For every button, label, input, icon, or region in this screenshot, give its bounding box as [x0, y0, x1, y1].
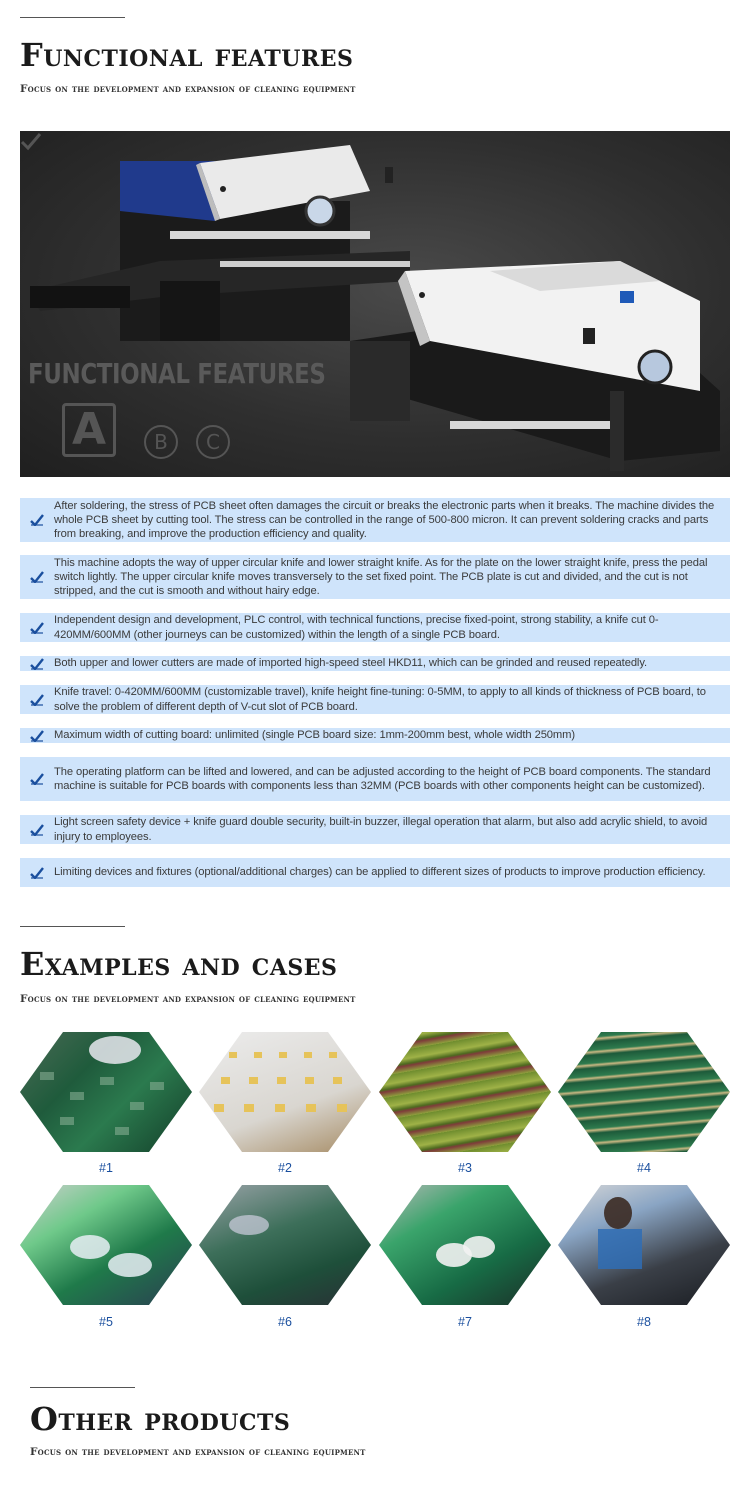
case-image-4[interactable]	[558, 1032, 730, 1152]
feature-item	[20, 685, 730, 714]
case-label-8: #8	[637, 1315, 651, 1329]
section-divider	[20, 926, 125, 927]
case-label-1: #1	[99, 1161, 113, 1175]
feature-item	[20, 555, 730, 599]
check-icon	[20, 658, 54, 670]
check-icon	[20, 622, 54, 634]
section-title-examples: Examples and cases	[20, 945, 338, 983]
hero-machine-image	[20, 131, 730, 477]
check-icon	[20, 514, 54, 526]
machine-illustration	[20, 131, 730, 477]
case-label-7: #7	[458, 1315, 472, 1329]
case-image-7[interactable]	[379, 1185, 551, 1305]
case-image-2[interactable]	[199, 1032, 371, 1152]
hero-caption: FUNCTIONAL FEATURES	[28, 357, 326, 390]
check-icon	[20, 730, 54, 742]
check-icon	[20, 694, 54, 706]
case-label-6: #6	[278, 1315, 292, 1329]
check-icon	[20, 571, 54, 583]
feature-item	[20, 728, 730, 743]
feature-text: Light screen safety device + knife guard double security, built-in buzzer, illegal operation that alarm, but also add acrylic shield, to avoid injury to employees.	[54, 816, 708, 843]
case-image-8[interactable]	[558, 1185, 730, 1305]
check-icon	[20, 773, 54, 785]
hero-letter-a: A	[62, 403, 116, 457]
feature-text: This machine adopts the way of upper circular knife and lower straight knife. As for the plate on the lower straight knife, press the pedal switch lightly. The upper circular knife moves transversely to the set fixed point. The PCB plate is cut and divided, and the cut is not stripped, and the cut is smooth and without hairy edge.	[54, 556, 708, 598]
section-divider	[30, 1387, 135, 1388]
feature-item	[20, 858, 730, 887]
section-title-other: Other products	[30, 1400, 291, 1438]
case-image-6[interactable]	[199, 1185, 371, 1305]
case-label-3: #3	[458, 1161, 472, 1175]
feature-item	[20, 656, 730, 671]
feature-text: Limiting devices and fixtures (optional/additional charges) can be applied to different sizes of products to improve production efficiency.	[54, 866, 706, 879]
feature-item	[20, 757, 730, 801]
feature-text: Both upper and lower cutters are made of imported high-speed steel HKD11, which can be grinded and reused repeatedly.	[54, 657, 647, 670]
case-image-3[interactable]	[379, 1032, 551, 1152]
section-subtitle-functional: Focus on the development and expansion of cleaning equipment	[20, 83, 356, 95]
feature-text: Independent design and development, PLC control, with technical functions, precise fixed-point, strong stability, a knife cut 0-420MM/600MM (other journeys can be customized) within the length of a single PCB board.	[54, 614, 659, 641]
check-icon	[20, 824, 54, 836]
section-subtitle-other: Focus on the development and expansion of cleaning equipment	[30, 1446, 366, 1458]
feature-item	[20, 815, 730, 844]
hero-check-icon	[20, 131, 42, 151]
case-label-5: #5	[99, 1315, 113, 1329]
feature-text: After soldering, the stress of PCB sheet often damages the circuit or breaks the electronic parts when it breaks. The machine divides the whole PCB sheet by cutting tool. The stress can be controlled in the range of 500-800 micron. It can prevent soldering cracks and parts from breaking, and improve the production efficiency and quality.	[54, 499, 715, 541]
hero-letter-b: B	[144, 425, 178, 459]
feature-item	[20, 613, 730, 642]
section-title-functional: Functional features	[20, 36, 354, 74]
feature-text: Knife travel: 0-420MM/600MM (customizable travel), knife height fine-tuning: 0-5MM, to apply to all kinds of thickness of PCB board, to solve the problem of different depth of V-cut slot of PCB board.	[54, 686, 706, 713]
feature-item	[20, 498, 730, 542]
case-label-4: #4	[637, 1161, 651, 1175]
feature-text: The operating platform can be lifted and lowered, and can be adjusted according to the height of PCB board components. The standard machine is suitable for PCB boards with components less than 32MM (PCB boards with other components height can be customized).	[54, 765, 711, 792]
case-image-1[interactable]	[20, 1032, 192, 1152]
case-image-5[interactable]	[20, 1185, 192, 1305]
section-divider	[20, 17, 125, 18]
check-icon	[20, 867, 54, 879]
section-subtitle-examples: Focus on the development and expansion of cleaning equipment	[20, 993, 356, 1005]
hero-letter-c: C	[196, 425, 230, 459]
feature-text: Maximum width of cutting board: unlimited (single PCB board size: 1mm-200mm best, whole width 250mm)	[54, 729, 575, 742]
case-label-2: #2	[278, 1161, 292, 1175]
